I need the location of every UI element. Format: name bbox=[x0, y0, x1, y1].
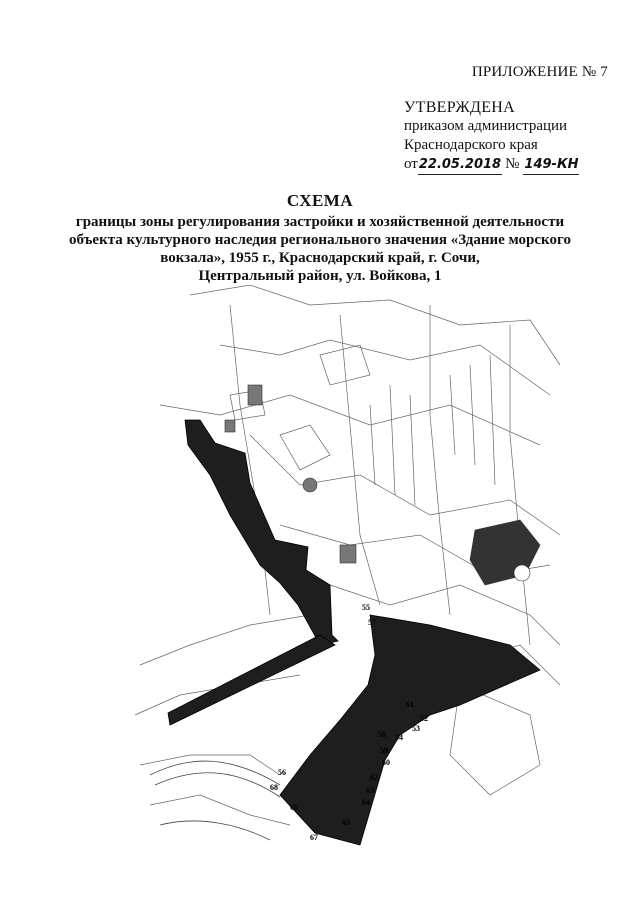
approval-title: УТВЕРЖДЕНА bbox=[404, 99, 516, 116]
number-handwritten: 149-КН bbox=[523, 155, 579, 175]
point-label-58: 58 bbox=[378, 730, 386, 739]
point-label-68: 68 bbox=[270, 783, 278, 792]
point-label-55: 55 bbox=[362, 603, 370, 612]
point-label-56: 56 bbox=[278, 768, 286, 777]
date-prefix: от bbox=[404, 156, 418, 172]
heading-line-3: вокзала», 1955 г., Краснодарский край, г. Сочи, bbox=[160, 250, 480, 266]
point-label-57: 57 bbox=[368, 618, 376, 627]
zone-map bbox=[130, 285, 570, 860]
heading-line-4: Центральный район, ул. Войкова, 1 bbox=[198, 268, 442, 284]
point-label-59: 59 bbox=[380, 746, 388, 755]
approval-line-1: приказом администрации bbox=[404, 118, 568, 134]
zone-north-strip bbox=[185, 420, 338, 645]
point-label-65: 65 bbox=[342, 818, 350, 827]
document-heading bbox=[60, 191, 580, 285]
point-label-60: 60 bbox=[382, 758, 390, 767]
zone-marker-circle bbox=[266, 491, 274, 499]
approval-block bbox=[404, 98, 579, 175]
point-label-62: 62 bbox=[370, 773, 378, 782]
zone-map-svg bbox=[130, 285, 570, 860]
heading-line-1: границы зоны регулирования застройки и хозяйственной деятельности bbox=[75, 214, 565, 230]
heading-line-2: объекта культурного наследия регионального значения «Здание морского bbox=[69, 232, 571, 248]
point-label-66: 66 bbox=[290, 803, 298, 812]
zone-west-strip bbox=[168, 635, 335, 725]
point-label-54: 54 bbox=[395, 733, 403, 742]
date-handwritten: 22.05.2018 bbox=[418, 155, 502, 175]
zone-boundary-shapes bbox=[168, 420, 540, 845]
approval-date-row bbox=[404, 155, 579, 175]
point-label-61: 61 bbox=[406, 700, 414, 709]
approval-line-2: Краснодарского края bbox=[404, 137, 538, 153]
heading-title: СХЕМА bbox=[286, 191, 354, 210]
point-label-63: 63 bbox=[366, 786, 374, 795]
point-label-53: 53 bbox=[412, 724, 420, 733]
point-label-64: 64 bbox=[362, 798, 370, 807]
map-road-curves bbox=[150, 761, 280, 840]
number-prefix: № bbox=[505, 156, 520, 172]
appendix-label: ПРИЛОЖЕНИЕ № 7 bbox=[471, 64, 608, 80]
point-label-52: 52 bbox=[420, 714, 428, 723]
point-label-67: 67 bbox=[310, 833, 318, 842]
